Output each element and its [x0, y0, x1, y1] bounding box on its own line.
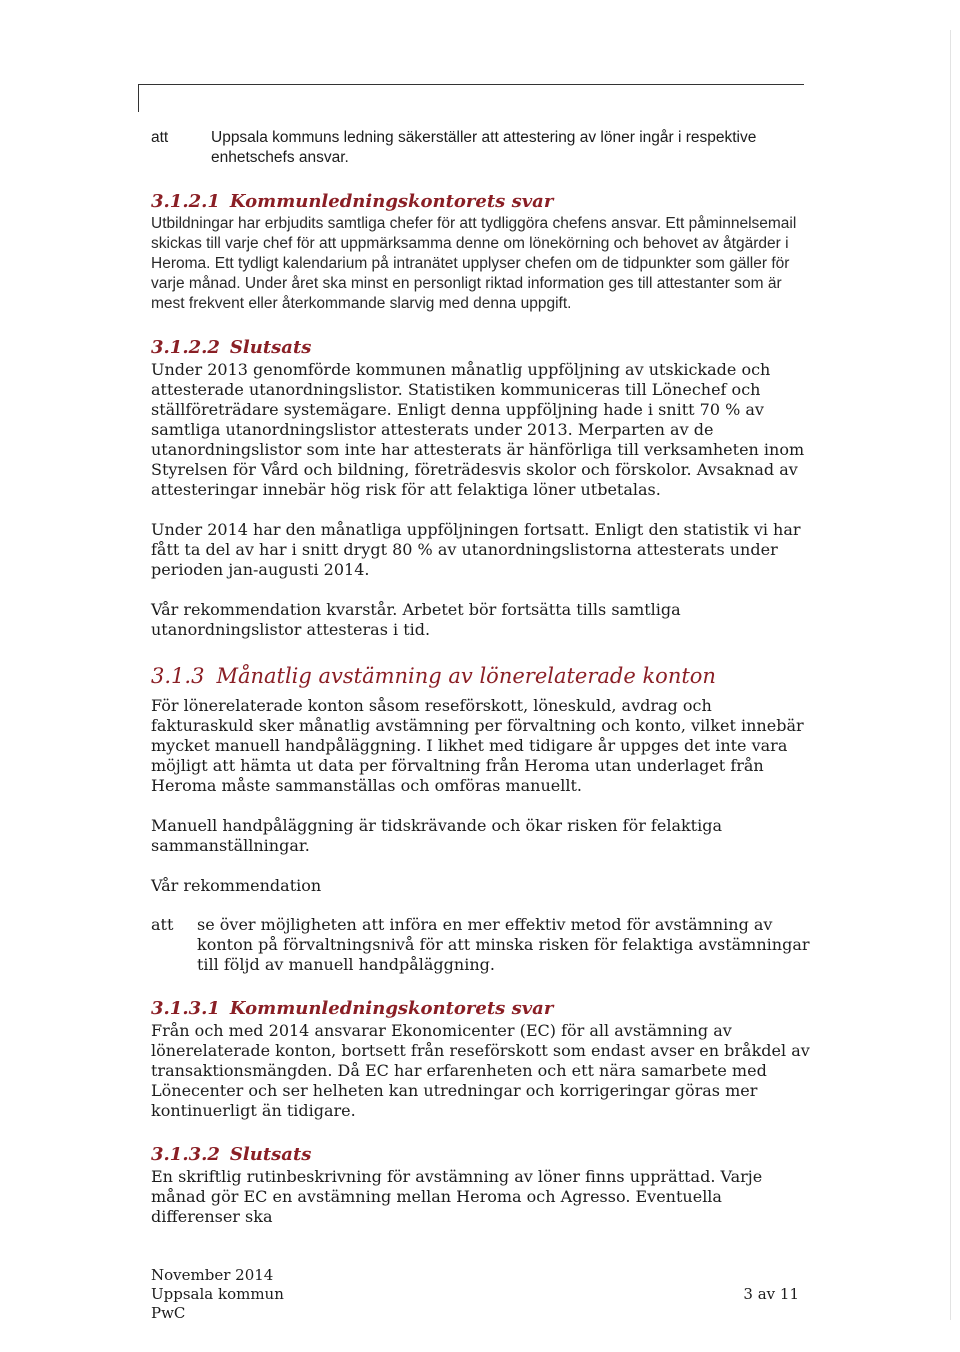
- recommendation-text: Uppsala kommuns ledning säkerställer att attestering av löner ingår i respektive enhetschefs ansvar.: [211, 129, 757, 166]
- page-number: 3 av 11: [743, 1285, 799, 1303]
- heading-title: Kommunledningskontorets svar: [229, 191, 554, 212]
- heading-title: Slutsats: [229, 337, 312, 358]
- heading-3121: [151, 190, 811, 214]
- header-rule: [138, 84, 804, 85]
- heading-number: 3.1.3.1: [151, 998, 220, 1019]
- paragraph: En skriftlig rutinbeskrivning för avstämning av löner finns upprättad. Varje månad gör EC en avstämning mellan Heroma och Agresso. Eventuella differenser ska: [151, 1167, 763, 1226]
- paragraph: Under 2013 genomförde kommunen månatlig uppföljning av utskickade och attesterade utanordningslistor. Statistiken kommuniceras till Lönechef och ställföreträdare systemägare. Enligt denna uppföljning hade i snitt 70 % av samtliga utanordningslistor attesterats under 2013. Merparten av de utanordningslistor som inte har attesterats är hänförliga till verksamheten inom Styrelsen för Vård och bildning, företrädesvis skolor och förskolor. Avsaknad av attesteringar innebär hög risk för att felaktiga löner utbetalas.: [151, 360, 805, 499]
- paragraph: Vår rekommendation kvarstår. Arbetet bör fortsätta tills samtliga utanordningslistor attesteras i tid.: [151, 600, 681, 639]
- heading-number: 3.1.3: [151, 664, 205, 688]
- paragraph: Manuell handpåläggning är tidskrävande och ökar risken för felaktiga sammanställningar.: [151, 816, 722, 855]
- scan-edge-line: [950, 30, 951, 1320]
- heading-title: Månatlig avstämning av lönerelaterade konton: [216, 664, 716, 688]
- heading-title: Slutsats: [229, 1144, 312, 1165]
- recommendation-key: att: [151, 915, 174, 934]
- page-footer: [151, 1266, 811, 1323]
- heading-3122: [151, 336, 811, 360]
- footer-date: November 2014: [151, 1266, 274, 1284]
- heading-title: Kommunledningskontorets svar: [229, 998, 554, 1019]
- paragraph: För lönerelaterade konton såsom reseförskott, löneskuld, avdrag och fakturaskuld sker månatlig avstämning per förvaltning och konto, vilket innebär mycket manuell handpåläggning. I likhet med tidigare år uppges det inte vara möjligt att hämta ut data per förvaltning från Heroma utan underlaget från Heroma måste sammanställas och omföras manuellt.: [151, 696, 804, 795]
- header-rule-tick: [138, 84, 139, 112]
- heading-number: 3.1.3.2: [151, 1144, 220, 1165]
- recommendation-313: [151, 915, 811, 975]
- paragraph: Vår rekommendation: [151, 876, 322, 895]
- paragraph: Från och med 2014 ansvarar Ekonomicenter (EC) för all avstämning av lönerelaterade konton, bortsett från reseförskott som endast avser en bråkdel av transaktionsmängden. Då EC har erfarenheten och ett nära samarbete med Lönecenter och ser helheten kan utredningar och korrigeringar göras mer kontinuerligt än tidigare.: [151, 1021, 810, 1120]
- heading-number: 3.1.2.2: [151, 337, 220, 358]
- paragraph: Utbildningar har erbjudits samtliga chefer för att tydliggöra chefens ansvar. Ett påminnelsemail skickas till varje chef för att uppmärksamma denne om lönekörning och behovet av åtgärder i Heroma. Ett tydligt kalendarium på intranätet upplyser chefen om de tidpunkter som gäller för varje månad. Under året ska minst en personligt riktad information ges till attestanter som är mest frekvent eller återkommande slarvig med denna uppgift.: [151, 215, 797, 312]
- heading-number: 3.1.2.1: [151, 191, 220, 212]
- footer-firm: PwC: [151, 1304, 186, 1322]
- footer-org: Uppsala kommun: [151, 1285, 284, 1303]
- recommendation-text: se över möjligheten att införa en mer effektiv metod för avstämning av konton på förvaltningsnivå för att minska risken för felaktiga avstämningar till följd av manuell handpåläggning.: [197, 915, 810, 974]
- page-body: [151, 128, 811, 1227]
- heading-3131: [151, 997, 811, 1021]
- heading-313: [151, 662, 811, 690]
- recommendation-key: att: [151, 129, 169, 146]
- heading-3132: [151, 1143, 811, 1167]
- intro-recommendation: [151, 128, 811, 168]
- paragraph: Under 2014 har den månatliga uppföljningen fortsatt. Enligt den statistik vi har fått ta del av har i snitt drygt 80 % av utanordningslistorna attesterats under perioden jan-augusti 2014.: [151, 520, 801, 579]
